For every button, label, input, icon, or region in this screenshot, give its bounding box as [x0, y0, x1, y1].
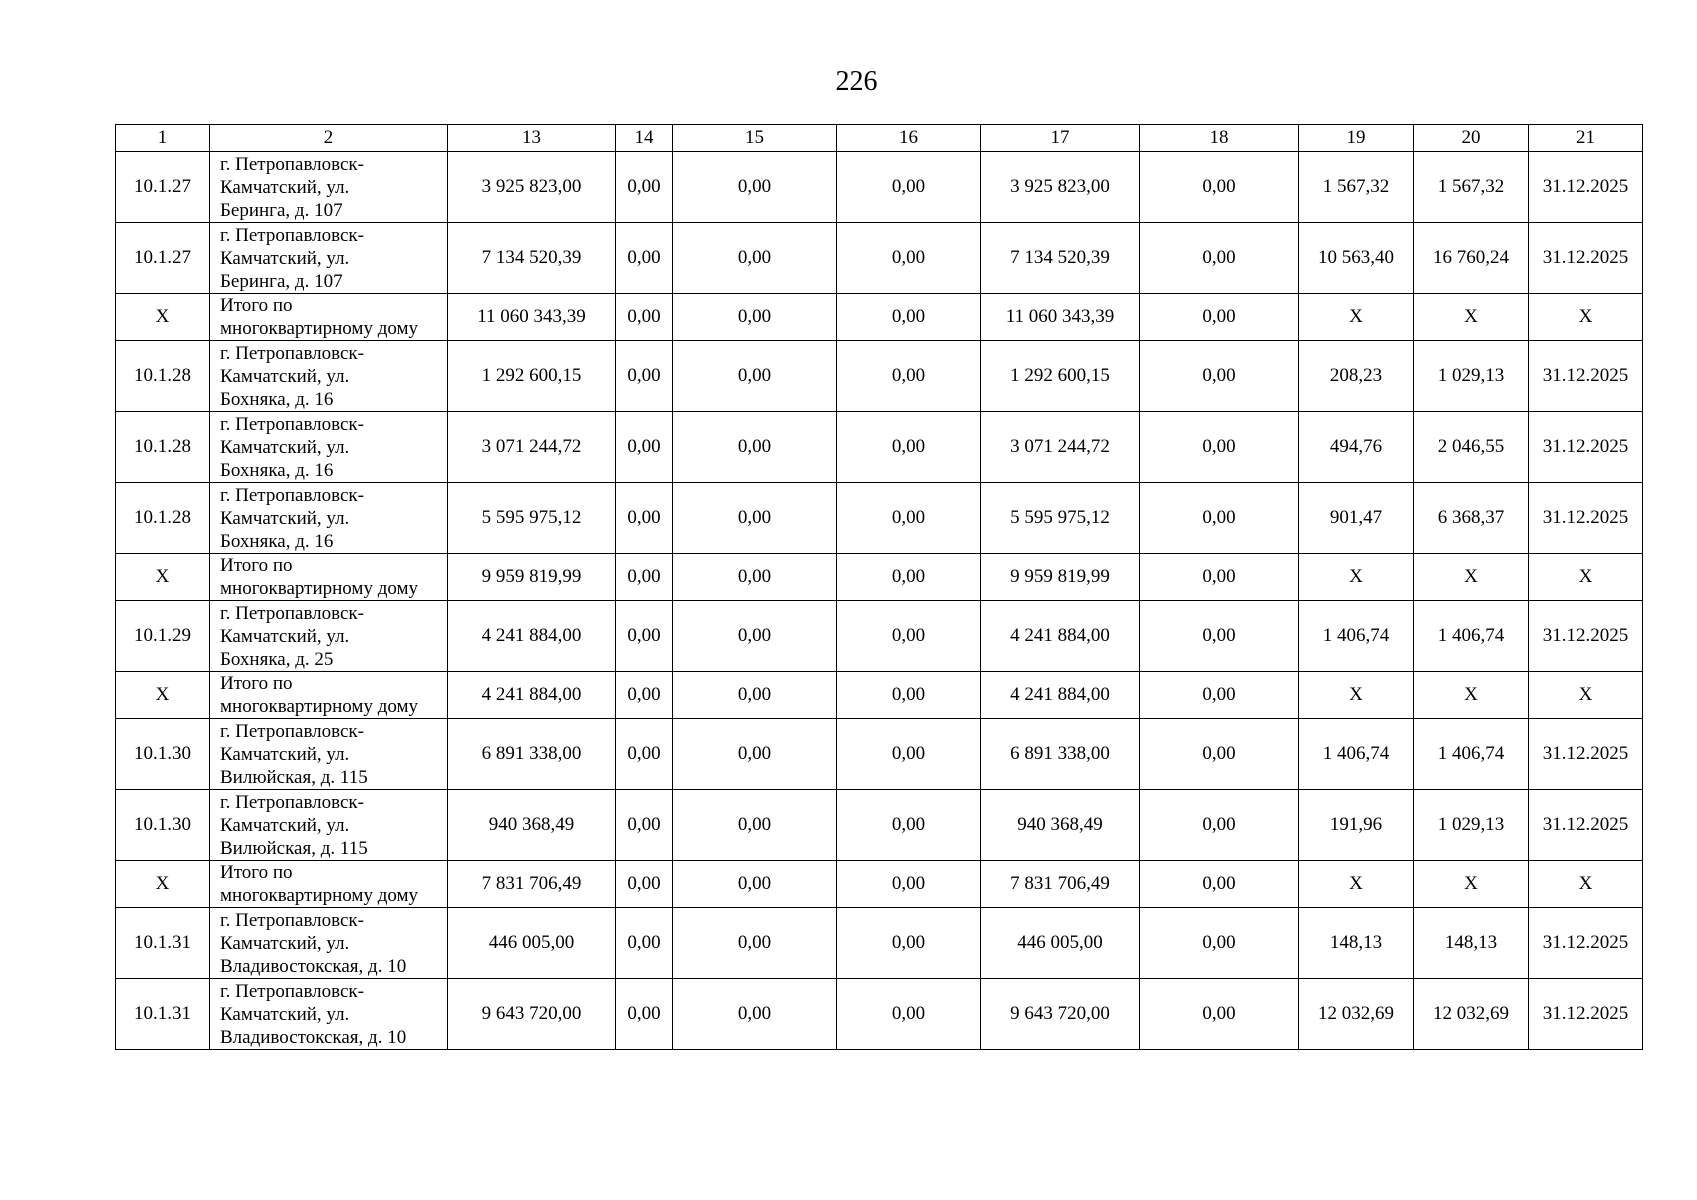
cell-21: 31.12.2025 — [1529, 979, 1643, 1050]
cell-19: 494,76 — [1299, 412, 1414, 483]
address-line: Камчатский, ул. — [220, 814, 350, 836]
cell-16: 0,00 — [837, 719, 981, 790]
table-row — [116, 223, 1643, 294]
cell-16: 0,00 — [837, 341, 981, 412]
cell-14: 0,00 — [616, 979, 673, 1050]
address-line: г. Петропавловск- — [220, 153, 364, 175]
cell-20: 148,13 — [1414, 908, 1529, 979]
cell-16: 0,00 — [837, 483, 981, 554]
cell-18: 0,00 — [1140, 790, 1299, 861]
cell-1: 10.1.31 — [116, 908, 210, 979]
cell-21: Х — [1529, 861, 1643, 908]
cell-14: 0,00 — [616, 672, 673, 719]
cell-14: 0,00 — [616, 341, 673, 412]
table-row — [116, 908, 1643, 979]
cell-17: 1 292 600,15 — [981, 341, 1140, 412]
cell-19: 1 406,74 — [1299, 601, 1414, 672]
cell-18: 0,00 — [1140, 152, 1299, 223]
cell-20: 1 406,74 — [1414, 719, 1529, 790]
cell-13: 4 241 884,00 — [448, 672, 616, 719]
cell-1: 10.1.28 — [116, 341, 210, 412]
address-line: многоквартирному дому — [220, 885, 419, 906]
total-row — [116, 554, 1643, 601]
column-header: 18 — [1140, 125, 1299, 152]
cell-1: Х — [116, 672, 210, 719]
address-cell — [210, 672, 448, 719]
column-header: 17 — [981, 125, 1140, 152]
cell-14: 0,00 — [616, 483, 673, 554]
cell-19: 208,23 — [1299, 341, 1414, 412]
table-row — [116, 601, 1643, 672]
cell-21: Х — [1529, 554, 1643, 601]
address-cell — [210, 152, 448, 223]
cell-21: 31.12.2025 — [1529, 412, 1643, 483]
column-header: 14 — [616, 125, 673, 152]
data-table — [115, 124, 1643, 1050]
cell-14: 0,00 — [616, 554, 673, 601]
cell-15: 0,00 — [673, 672, 837, 719]
cell-13: 1 292 600,15 — [448, 341, 616, 412]
cell-16: 0,00 — [837, 412, 981, 483]
address-line: Камчатский, ул. — [220, 247, 350, 269]
cell-21: 31.12.2025 — [1529, 601, 1643, 672]
cell-21: 31.12.2025 — [1529, 908, 1643, 979]
cell-13: 3 071 244,72 — [448, 412, 616, 483]
cell-16: 0,00 — [837, 554, 981, 601]
column-header: 19 — [1299, 125, 1414, 152]
cell-20: 16 760,24 — [1414, 223, 1529, 294]
cell-17: 9 959 819,99 — [981, 554, 1140, 601]
cell-19: 1 406,74 — [1299, 719, 1414, 790]
address-line: Итого по — [220, 862, 293, 883]
address-line: Владивостокская, д. 10 — [220, 955, 407, 977]
cell-1: 10.1.30 — [116, 719, 210, 790]
cell-15: 0,00 — [673, 861, 837, 908]
address-line: Бохняка, д. 25 — [220, 648, 334, 670]
address-cell — [210, 483, 448, 554]
table-body — [116, 152, 1643, 1050]
cell-13: 5 595 975,12 — [448, 483, 616, 554]
cell-20: 1 406,74 — [1414, 601, 1529, 672]
address-line: многоквартирному дому — [220, 696, 419, 717]
address-line: многоквартирному дому — [220, 318, 419, 339]
cell-16: 0,00 — [837, 790, 981, 861]
cell-14: 0,00 — [616, 223, 673, 294]
cell-14: 0,00 — [616, 152, 673, 223]
address-cell — [210, 790, 448, 861]
cell-14: 0,00 — [616, 294, 673, 341]
address-line: Камчатский, ул. — [220, 365, 350, 387]
table-row — [116, 483, 1643, 554]
cell-20: Х — [1414, 672, 1529, 719]
cell-13: 6 891 338,00 — [448, 719, 616, 790]
address-line: Бохняка, д. 16 — [220, 530, 334, 552]
cell-17: 7 831 706,49 — [981, 861, 1140, 908]
cell-1: 10.1.30 — [116, 790, 210, 861]
cell-17: 5 595 975,12 — [981, 483, 1140, 554]
address-line: Беринга, д. 107 — [220, 199, 343, 221]
cell-13: 9 643 720,00 — [448, 979, 616, 1050]
cell-1: 10.1.27 — [116, 223, 210, 294]
cell-20: Х — [1414, 861, 1529, 908]
cell-18: 0,00 — [1140, 672, 1299, 719]
cell-1: Х — [116, 294, 210, 341]
cell-21: Х — [1529, 672, 1643, 719]
cell-17: 940 368,49 — [981, 790, 1140, 861]
address-line: г. Петропавловск- — [220, 720, 364, 742]
column-header: 20 — [1414, 125, 1529, 152]
cell-19: Х — [1299, 861, 1414, 908]
table-header-row — [116, 125, 1643, 152]
cell-1: 10.1.29 — [116, 601, 210, 672]
cell-17: 11 060 343,39 — [981, 294, 1140, 341]
cell-19: Х — [1299, 672, 1414, 719]
cell-21: 31.12.2025 — [1529, 790, 1643, 861]
cell-18: 0,00 — [1140, 719, 1299, 790]
column-header: 16 — [837, 125, 981, 152]
address-line: Итого по — [220, 673, 293, 694]
cell-1: 10.1.31 — [116, 979, 210, 1050]
total-row — [116, 294, 1643, 341]
address-cell — [210, 908, 448, 979]
address-line: Итого по — [220, 295, 293, 316]
cell-21: Х — [1529, 294, 1643, 341]
column-header: 13 — [448, 125, 616, 152]
address-line: Владивостокская, д. 10 — [220, 1026, 407, 1048]
cell-19: 1 567,32 — [1299, 152, 1414, 223]
cell-19: Х — [1299, 554, 1414, 601]
address-line: г. Петропавловск- — [220, 980, 364, 1002]
cell-17: 9 643 720,00 — [981, 979, 1140, 1050]
column-header: 2 — [210, 125, 448, 152]
cell-18: 0,00 — [1140, 908, 1299, 979]
cell-15: 0,00 — [673, 294, 837, 341]
cell-18: 0,00 — [1140, 294, 1299, 341]
cell-17: 4 241 884,00 — [981, 672, 1140, 719]
cell-20: 12 032,69 — [1414, 979, 1529, 1050]
cell-1: 10.1.27 — [116, 152, 210, 223]
column-header: 15 — [673, 125, 837, 152]
cell-15: 0,00 — [673, 412, 837, 483]
cell-14: 0,00 — [616, 790, 673, 861]
cell-14: 0,00 — [616, 908, 673, 979]
cell-13: 4 241 884,00 — [448, 601, 616, 672]
cell-13: 7 831 706,49 — [448, 861, 616, 908]
table-row — [116, 979, 1643, 1050]
cell-13: 940 368,49 — [448, 790, 616, 861]
cell-18: 0,00 — [1140, 554, 1299, 601]
cell-16: 0,00 — [837, 861, 981, 908]
cell-14: 0,00 — [616, 861, 673, 908]
address-line: Вилюйская, д. 115 — [220, 766, 368, 788]
cell-21: 31.12.2025 — [1529, 483, 1643, 554]
cell-15: 0,00 — [673, 152, 837, 223]
cell-20: 6 368,37 — [1414, 483, 1529, 554]
cell-18: 0,00 — [1140, 341, 1299, 412]
address-cell — [210, 979, 448, 1050]
address-line: Беринга, д. 107 — [220, 270, 343, 292]
cell-1: 10.1.28 — [116, 483, 210, 554]
table-row — [116, 412, 1643, 483]
address-line: г. Петропавловск- — [220, 602, 364, 624]
cell-21: 31.12.2025 — [1529, 341, 1643, 412]
cell-16: 0,00 — [837, 152, 981, 223]
cell-15: 0,00 — [673, 719, 837, 790]
cell-18: 0,00 — [1140, 601, 1299, 672]
address-line: Камчатский, ул. — [220, 507, 350, 529]
column-header: 21 — [1529, 125, 1643, 152]
cell-14: 0,00 — [616, 719, 673, 790]
address-cell — [210, 412, 448, 483]
cell-15: 0,00 — [673, 554, 837, 601]
cell-16: 0,00 — [837, 979, 981, 1050]
cell-18: 0,00 — [1140, 979, 1299, 1050]
cell-20: Х — [1414, 294, 1529, 341]
cell-17: 446 005,00 — [981, 908, 1140, 979]
address-cell — [210, 861, 448, 908]
cell-14: 0,00 — [616, 412, 673, 483]
address-line: Камчатский, ул. — [220, 176, 350, 198]
cell-15: 0,00 — [673, 601, 837, 672]
cell-1: Х — [116, 554, 210, 601]
cell-19: 148,13 — [1299, 908, 1414, 979]
address-line: Камчатский, ул. — [220, 932, 350, 954]
total-row — [116, 861, 1643, 908]
cell-17: 7 134 520,39 — [981, 223, 1140, 294]
cell-18: 0,00 — [1140, 412, 1299, 483]
cell-13: 9 959 819,99 — [448, 554, 616, 601]
cell-1: 10.1.28 — [116, 412, 210, 483]
address-cell — [210, 554, 448, 601]
cell-15: 0,00 — [673, 223, 837, 294]
cell-19: 10 563,40 — [1299, 223, 1414, 294]
address-line: Камчатский, ул. — [220, 743, 350, 765]
cell-1: Х — [116, 861, 210, 908]
cell-18: 0,00 — [1140, 223, 1299, 294]
cell-20: 2 046,55 — [1414, 412, 1529, 483]
address-line: Камчатский, ул. — [220, 1003, 350, 1025]
address-line: Камчатский, ул. — [220, 625, 350, 647]
page-number: 226 — [835, 66, 878, 97]
address-line: Итого по — [220, 555, 293, 576]
column-header: 1 — [116, 125, 210, 152]
address-cell — [210, 294, 448, 341]
cell-21: 31.12.2025 — [1529, 152, 1643, 223]
address-line: многоквартирному дому — [220, 578, 419, 599]
address-line: Бохняка, д. 16 — [220, 388, 334, 410]
address-cell — [210, 341, 448, 412]
table-row — [116, 152, 1643, 223]
address-line: г. Петропавловск- — [220, 791, 364, 813]
address-line: г. Петропавловск- — [220, 484, 364, 506]
address-cell — [210, 601, 448, 672]
cell-20: Х — [1414, 554, 1529, 601]
address-line: Бохняка, д. 16 — [220, 459, 334, 481]
address-line: г. Петропавловск- — [220, 413, 364, 435]
cell-16: 0,00 — [837, 601, 981, 672]
address-cell — [210, 719, 448, 790]
cell-17: 3 925 823,00 — [981, 152, 1140, 223]
cell-18: 0,00 — [1140, 483, 1299, 554]
address-line: Камчатский, ул. — [220, 436, 350, 458]
cell-19: 12 032,69 — [1299, 979, 1414, 1050]
cell-13: 3 925 823,00 — [448, 152, 616, 223]
address-line: Вилюйская, д. 115 — [220, 837, 368, 859]
table-row — [116, 719, 1643, 790]
cell-15: 0,00 — [673, 790, 837, 861]
cell-21: 31.12.2025 — [1529, 719, 1643, 790]
cell-20: 1 567,32 — [1414, 152, 1529, 223]
cell-13: 11 060 343,39 — [448, 294, 616, 341]
cell-15: 0,00 — [673, 341, 837, 412]
table-row — [116, 790, 1643, 861]
total-row — [116, 672, 1643, 719]
cell-14: 0,00 — [616, 601, 673, 672]
cell-17: 3 071 244,72 — [981, 412, 1140, 483]
address-line: г. Петропавловск- — [220, 909, 364, 931]
cell-13: 7 134 520,39 — [448, 223, 616, 294]
cell-15: 0,00 — [673, 979, 837, 1050]
cell-15: 0,00 — [673, 908, 837, 979]
cell-17: 4 241 884,00 — [981, 601, 1140, 672]
address-line: г. Петропавловск- — [220, 342, 364, 364]
address-cell — [210, 223, 448, 294]
address-line: г. Петропавловск- — [220, 224, 364, 246]
cell-16: 0,00 — [837, 294, 981, 341]
cell-21: 31.12.2025 — [1529, 223, 1643, 294]
cell-16: 0,00 — [837, 223, 981, 294]
cell-19: 901,47 — [1299, 483, 1414, 554]
cell-13: 446 005,00 — [448, 908, 616, 979]
cell-20: 1 029,13 — [1414, 341, 1529, 412]
cell-18: 0,00 — [1140, 861, 1299, 908]
cell-17: 6 891 338,00 — [981, 719, 1140, 790]
cell-15: 0,00 — [673, 483, 837, 554]
table-row — [116, 341, 1643, 412]
cell-20: 1 029,13 — [1414, 790, 1529, 861]
cell-19: Х — [1299, 294, 1414, 341]
cell-16: 0,00 — [837, 672, 981, 719]
cell-19: 191,96 — [1299, 790, 1414, 861]
cell-16: 0,00 — [837, 908, 981, 979]
